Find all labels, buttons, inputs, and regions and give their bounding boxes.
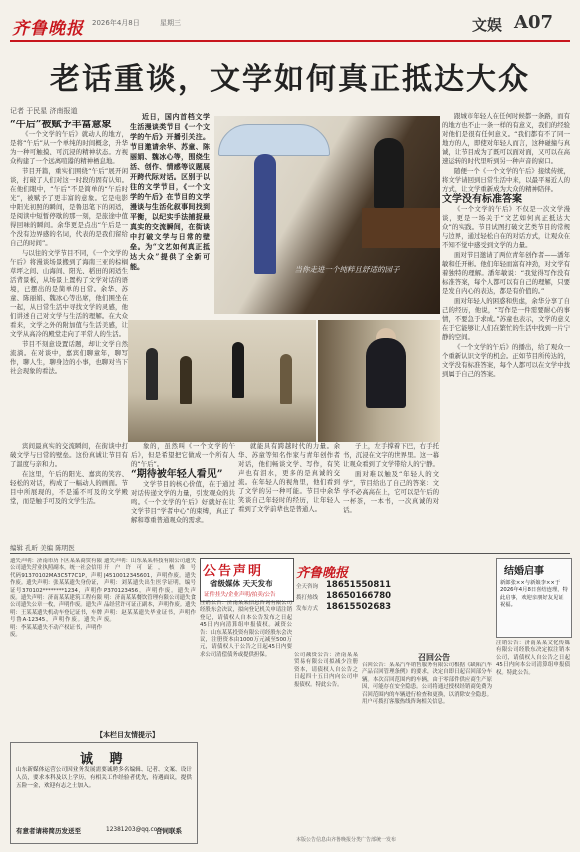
marriage-notice-title: 结婚启事 [504,566,544,577]
paragraph: 节目开篇，重实们围绕“午后”展开闲谈，打破了人们对这一时段的固有认知。在他们眼中，“午后”不是简单的“午后时光”，被赋予了更丰富的意象。它是电影中阳光初照的瞬间，是鲁迅笔下的闲适，是阅读中短暂停歇的那一刻，是旅途中值得回味的瞬间。余华更是点出“午后是一个没有边界感的名词，代表的是我们留给自己的时间”。 [10,167,128,247]
page-number: A07 [514,12,554,33]
group-photo [128,320,316,442]
seated-person-figure [374,138,404,208]
ad-logo: 齐鲁晚报 [296,566,349,581]
article-lead: 近日，国内首档文学生活漫谈类节目《一个文学的午后》开播引关注。节目邀请余华、苏童、陈丽娟、魏冰心等，围绕生活、创作、情感等议题展开跨代际对话。区别于以往的文学节目，《一个文学的午后》在节目的文学漫谈与生活化叙事间找到平衡，以纪实手法捕捉最真实的交流瞬间，在街谈中打破文学与日常的壁垒。为“文艺如何真正抵达大众”提供了全新可能。 [130,112,210,271]
main-photo [214,116,440,314]
recall-notice-title: 召回公告 [418,652,450,662]
paragraph: 《一个文学的午后》就动人的地方，是将“午后”从一个单纯的时间概念，升华为一种可触摸、可沉浸的精神状态。方视众构建了一个远离喧嚣的精神栖息地。 [10,130,128,165]
umbrella-figure [218,124,330,156]
classified-column: 遗失声明：山东某某科技有限公司遗失开户许可证，核准号J4510012345601，声明作废。遗失声明：刘某遗失出生医学证明，编号P370123456，声明作废。遗失声明：济南某某餐饮管理有限公司遗失食品经营许可证正副本，声明作废。遗失声明：赵某某遗失毕业证书，声明作废。 [104,558,196,624]
issue-weekday: 星期三 [160,19,181,27]
person-figure [146,348,158,400]
notice-slogan: 省级媒体 天天发布 [210,579,273,588]
paragraph: 《一个文学的午后》不仅是一次文学漫谈，更是一场关于“文艺如何真正抵达大众”的实践。节目试图打破文艺类节目的常规与边界，通过轻松自在的对话方式，让观众在不知不觉中感受到文学的力量。 [442,205,570,249]
newspaper-logo: 齐鲁晚报 [12,19,84,39]
person-figure [280,354,292,404]
walking-person-figure [254,154,276,274]
article-headline: 老话重谈，文学如何真正抵达大众 [50,62,530,97]
phone-numbers [326,580,391,613]
masthead-divider [10,40,570,42]
article-byline: 记者 于民星 济南报道 [10,107,78,115]
paragraph: 宾间最真实的交流瞬间，在街谈中打破文学与日常的壁垒。这份真诚让节目有了温度与亲和力。 [10,442,128,468]
paragraph: 随便一个《一个文学的午后》接续传统，将文学请回到日常生活中来，以最平易近人的方式，让文学重新成为大众的精神陪伴。 [442,167,570,193]
phone-label: 发布方式 [296,606,319,612]
paragraph: 子上，左手撑着下巴，右手托书，沉浸在文字的世界里。这一幕让观众看到了文学带给人的宁静。 [343,442,439,468]
article-column-2 [10,442,128,542]
recruitment-contact: 合同联系 [156,827,182,835]
reminder-title: 【本栏目友情提示】 [96,731,159,739]
section-subhead: 文学没有标准答案 [442,194,522,205]
person-figure [180,356,192,404]
ad-footer: 本版公告信息由齐鲁晚报分类广告部统一发布 [296,837,397,843]
paragraph: 象的，虽然叫《一个文学的午后》，但是希望把它做成一个所有人的“午后”。 [131,442,235,468]
notice-subtitle: 证件挂失/企业声明/拍卖/公告 [204,592,276,598]
paragraph: 就能具有跨越时代的力量。余华、苏童等知名作家与青年创作者对话，他们畅谈文学、写作，有笑声也有泪水，更多的是真诚的交流。在年轻人的视角里，他们看到了文学的另一种可能。节目中余华笑谈自己年轻时的经历，让年轻人看到了文学前辈也是普通人。 [238,442,340,513]
article-column-right [442,112,570,542]
classified-column: 注销公告：济南某某信息咨询有限公司经股东会决议，拟向登记机关申请注销登记，请债权人自本公告发布之日起45日内向清算组申报债权。减资公告：山东某某投资有限公司经股东会决议，注册资本由1000万元减至500万元，请债权人于公告之日起45日内要求公司清偿债务或提供担保。 [200,600,292,658]
classified-column: 公司减资公告：济南某某贸易有限公司拟减少注册资本，请债权人自公告之日起四十五日内向公司申报债权。特此公告。 [294,652,358,688]
paragraph: 与以往的文学节目不同，《一个文学的午后》将漫谈场景搬到了海南三亚的棕榈草坪之间、山海间、阳光、稻田的闲适生活背景板，从场景上置构了文学对话的语境，已摆出的是简单的日常。余华、苏童、陈丽娟、魏冰心等出席，他们围坐在一起，从日常生活中寻找文学的灵感，他们讲述自己对文学与生活的理解。在大众看来，文学之外的附加值与生活美感，让文学从高冷的殿堂走向了平常人的生活。 [10,249,128,338]
section-divider [10,553,570,554]
issue-date: 2026年4月8日 [92,19,140,27]
person-figure [232,342,244,398]
classified-column: 遗失声明：济南市历下区某某商贸有限公司遗失营业执照副本，统一社会信用代码91370102MA3C5T7C1P，声明作废。遗失声明：张某某遗失身份证，证号370102********1234，声明作废。遗失声明：济南某某建筑工程有限公司遗失公章一枚，声明作废。遗失声明：王某某遗失机动车登记证书，车牌号鲁A·12345，声明作废。遗失声明：李某某遗失不动产权证书，声明作废。 [10,558,102,639]
recruitment-footer: 有意者请将简历发送至 [16,827,81,835]
editor-credits: 编辑 孔昕 美编 陈明医 [10,544,75,552]
paragraph: 《一个文学的午后》的播出，给了观众一个重新认识文学的机会。正如节目所传达的，文学没有标准答案，每个人都可以在文学中找到属于自己的答案。 [442,343,570,378]
paragraph: 文学节目的核心价值，在于通过对话传递文学的力量，引发观众的共鸣。《一个文学的午后》好就好在让文学节目“学者中心”的束缚，真正了解和尊重普通观众的需求。 [131,480,235,524]
article-column-4 [238,442,340,542]
marriage-notice-text: 新郎张××与新娘李××于2026年4月8日喜结连理，特此启事，欢迎亲朋好友见证祝福。 [500,580,568,609]
classified-column: 召回公告：某某汽车销售服务有限公司根据《缺陷汽车产品召回管理条例》的要求，决定自即日起召回部分车辆。本次召回范围内的车辆，由于零部件供应商生产原因，可能存在安全隐患。公司将通过授权经销商免费为召回范围内的车辆进行检查和更换，以消除安全隐患。用户可拨打客服热线咨询相关信息。 [362,662,492,706]
recruitment-title: 诚 聘 [80,752,129,767]
section-subhead: “期待被年轻人看见” [131,469,223,480]
notice-title: 公告声明 [203,564,264,579]
phone-number: 18615502683 [326,602,392,612]
paragraph: 面对年轻人的困惑和焦虑，余华分享了自己的经历，他说，“写作是一件需要耐心的事情，不要急于求成。”苏童也表示，文学的意义在于它能够让人们在繁忙的生活中找到一片宁静的空间。 [442,297,570,341]
phone-labels [296,582,318,615]
desk-figure [362,208,440,248]
section-subhead: “午后”被赋予丰富意象 [10,120,112,130]
phone-label: 全天咨询 [296,584,319,590]
phone-number: 18651550811 [326,580,392,590]
paragraph: 面对难以触及“年轻人的文学”，节目给出了自己的答案：文学不必高高在上，它可以是午后的一杯茶，一本书，一次真诚的对话。 [343,470,439,514]
section-name: 文娱 [472,16,503,34]
article-column-5 [343,442,439,542]
phone-number: 18650166780 [326,591,392,601]
paragraph: 跟城市年轻人在任何时候都一条路，而有的地方也不止一条一样的有意义，我们的经验对他们是很有任何意义。“我们都有不了同一地方的人，即使对年轻人而言，这种碰撞与真诚，让节目成为了既可以面对面，又可以在高速运转的时代里听到另一种声音的窗口。 [442,112,570,165]
reading-photo [318,320,440,442]
reading-person-figure [366,338,406,408]
phone-label: 拨打热线 [296,595,319,601]
recruitment-email: 12381203@qq.com [106,827,163,833]
paragraph: 在这里，午后的阳光、嘉宾的笑容、轻松的对话，构成了一幅动人的画面。节目中所展现的，不是遥不可及的文学殿堂，而是触手可及的文学生活。 [10,470,128,505]
recruitment-text: 山东新媒体运营公司因业务发展需要诚聘多名编辑、记者、文案、设计人员，要求本科及以上学历，有相关工作经验者优先，待遇面议，提供五险一金，欢迎有志之士加入。 [16,767,192,789]
paragraph: 面对节目邀请了两位青年创作者——潘年敏和任开彬。他们年轻而富有冲劲，对文学有着独特的理解。潘年敏说：“我觉得写作没有标准答案，每个人都可以有自己的理解，只要是发自内心的表达，都是有价值的。” [442,251,570,295]
classified-column: 注销公告：济南某某文化传媒有限公司经股东决定拟注销本公司，请债权人自公告之日起45日内向本公司清算组申报债权。特此公告。 [496,640,570,676]
article-column-3 [131,442,235,542]
paragraph: 节目不刻意设置话题，却让文学自然流淌。在对谈中，嘉宾们聊童年，聊写作，聊人生，聊身边的小事，也聊对当下社会现象的看法。 [10,340,128,375]
photo-caption: 当你走进一个纯粹且舒适的园子 [294,265,400,274]
